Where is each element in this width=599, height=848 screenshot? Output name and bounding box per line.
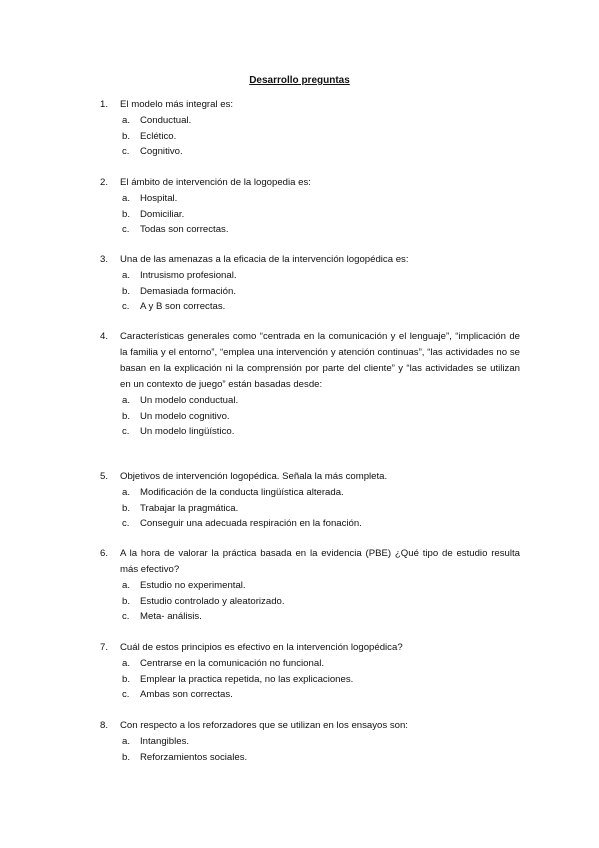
option-b <box>100 409 520 425</box>
option-text: Domiciliar. <box>140 208 185 220</box>
option-b <box>100 594 520 610</box>
option-text: Reforzamientos sociales. <box>140 751 248 763</box>
option-letter: c. <box>122 518 130 530</box>
question-number: 5. <box>100 471 109 482</box>
option-c <box>100 609 520 625</box>
page-title: Desarrollo preguntas <box>249 75 350 86</box>
question-7 <box>100 640 520 703</box>
options-list <box>100 393 520 440</box>
option-text: Trabajar la pragmática. <box>140 502 239 514</box>
option-text: Estudio no experimental. <box>140 580 246 591</box>
option-b <box>100 129 520 145</box>
question-text: Características generales como “centrada en la comunicación y el lenguaje”, “implicación de la familia y el entorno”, “emplea una intervención y atención continuas”, “las actividades no se basan en la explicación ni la comprensión por parte del cliente” y “las actividades se utilizan en un contexto de juego” están basadas desde: <box>120 331 520 390</box>
question-3 <box>100 252 520 315</box>
option-text: Intrusismo profesional. <box>140 270 237 281</box>
option-text: Un modelo conductual. <box>140 395 239 406</box>
option-letter: c. <box>122 146 130 158</box>
option-letter: b. <box>122 410 131 422</box>
question-text: El ámbito de intervención de la logopedia es: <box>120 177 311 188</box>
question-number: 1. <box>100 99 109 110</box>
option-text: Hospital. <box>140 193 178 204</box>
option-letter: a. <box>122 487 131 498</box>
option-b <box>100 207 520 223</box>
option-letter: a. <box>122 658 131 669</box>
option-letter: c. <box>122 689 130 701</box>
option-text: Eclético. <box>140 130 177 142</box>
option-text: Meta- análisis. <box>140 611 202 623</box>
option-text: Modificación de la conducta lingüística alterada. <box>140 487 344 498</box>
option-a <box>100 578 520 594</box>
option-text: Conseguir una adecuada respiración en la fonación. <box>140 518 362 530</box>
option-b <box>100 284 520 300</box>
option-text: Cognitivo. <box>140 146 183 158</box>
option-letter: b. <box>122 673 131 685</box>
options-list <box>100 734 520 765</box>
question-number: 3. <box>100 254 109 265</box>
option-c <box>100 144 520 160</box>
option-text: Conductual. <box>140 115 192 126</box>
option-text: Todas son correctas. <box>140 224 229 236</box>
option-text: Emplear la practica repetida, no las explicaciones. <box>140 673 354 685</box>
option-c <box>100 687 520 703</box>
question-text: El modelo más integral es: <box>120 99 234 110</box>
option-letter: c. <box>122 611 130 623</box>
option-a <box>100 191 520 207</box>
question-4 <box>100 329 520 440</box>
option-letter: a. <box>122 580 131 591</box>
option-letter: a. <box>122 395 131 406</box>
question-text: Objetivos de intervención logopédica. Señala la más completa. <box>120 471 388 482</box>
option-b <box>100 672 520 688</box>
option-text: Centrarse en la comunicación no funcional. <box>140 658 324 669</box>
option-text: Ambas son correctas. <box>140 689 233 701</box>
option-letter: b. <box>122 285 131 297</box>
option-letter: a. <box>122 270 131 281</box>
question-1 <box>100 97 520 160</box>
options-list <box>100 191 520 238</box>
question-text: A la hora de valorar la práctica basada en la evidencia (PBE) ¿Qué tipo de estudio resulta más efectivo? <box>120 548 520 575</box>
options-list <box>100 578 520 625</box>
option-a <box>100 485 520 501</box>
question-2 <box>100 175 520 238</box>
option-c <box>100 299 520 315</box>
question-8 <box>100 718 520 765</box>
question-number: 7. <box>100 642 109 653</box>
option-letter: c. <box>122 426 130 438</box>
option-text: Estudio controlado y aleatorizado. <box>140 595 285 607</box>
option-letter: b. <box>122 751 131 763</box>
option-letter: b. <box>122 595 131 607</box>
option-a <box>100 656 520 672</box>
option-letter: b. <box>122 130 131 142</box>
options-list <box>100 268 520 315</box>
option-letter: b. <box>122 208 131 220</box>
question-number: 4. <box>100 331 109 342</box>
option-letter: a. <box>122 193 131 204</box>
question-text: Con respecto a los reforzadores que se utilizan en los ensayos son: <box>120 720 408 731</box>
options-list <box>100 485 520 532</box>
option-c <box>100 516 520 532</box>
option-a <box>100 393 520 409</box>
question-number: 6. <box>100 548 109 559</box>
question-6 <box>100 546 520 625</box>
option-c <box>100 424 520 440</box>
option-a <box>100 734 520 750</box>
options-list <box>100 113 520 160</box>
question-number: 8. <box>100 720 109 731</box>
question-5 <box>100 469 520 532</box>
option-letter: c. <box>122 301 130 313</box>
option-text: A y B son correctas. <box>140 301 226 313</box>
option-text: Un modelo cognitivo. <box>140 410 230 422</box>
question-text: Cuál de estos principios es efectivo en la intervención logopédica? <box>120 642 403 653</box>
option-letter: a. <box>122 736 131 747</box>
option-a <box>100 268 520 284</box>
options-list <box>100 656 520 703</box>
option-c <box>100 222 520 238</box>
option-a <box>100 113 520 129</box>
option-letter: a. <box>122 115 131 126</box>
question-number: 2. <box>100 177 109 188</box>
option-text: Intangibles. <box>140 736 190 747</box>
option-b <box>100 750 520 766</box>
option-text: Demasiada formación. <box>140 285 236 297</box>
option-text: Un modelo lingüístico. <box>140 426 235 438</box>
option-letter: b. <box>122 502 131 514</box>
option-letter: c. <box>122 224 130 236</box>
question-text: Una de las amenazas a la eficacia de la intervención logopédica es: <box>120 254 409 265</box>
option-b <box>100 501 520 517</box>
